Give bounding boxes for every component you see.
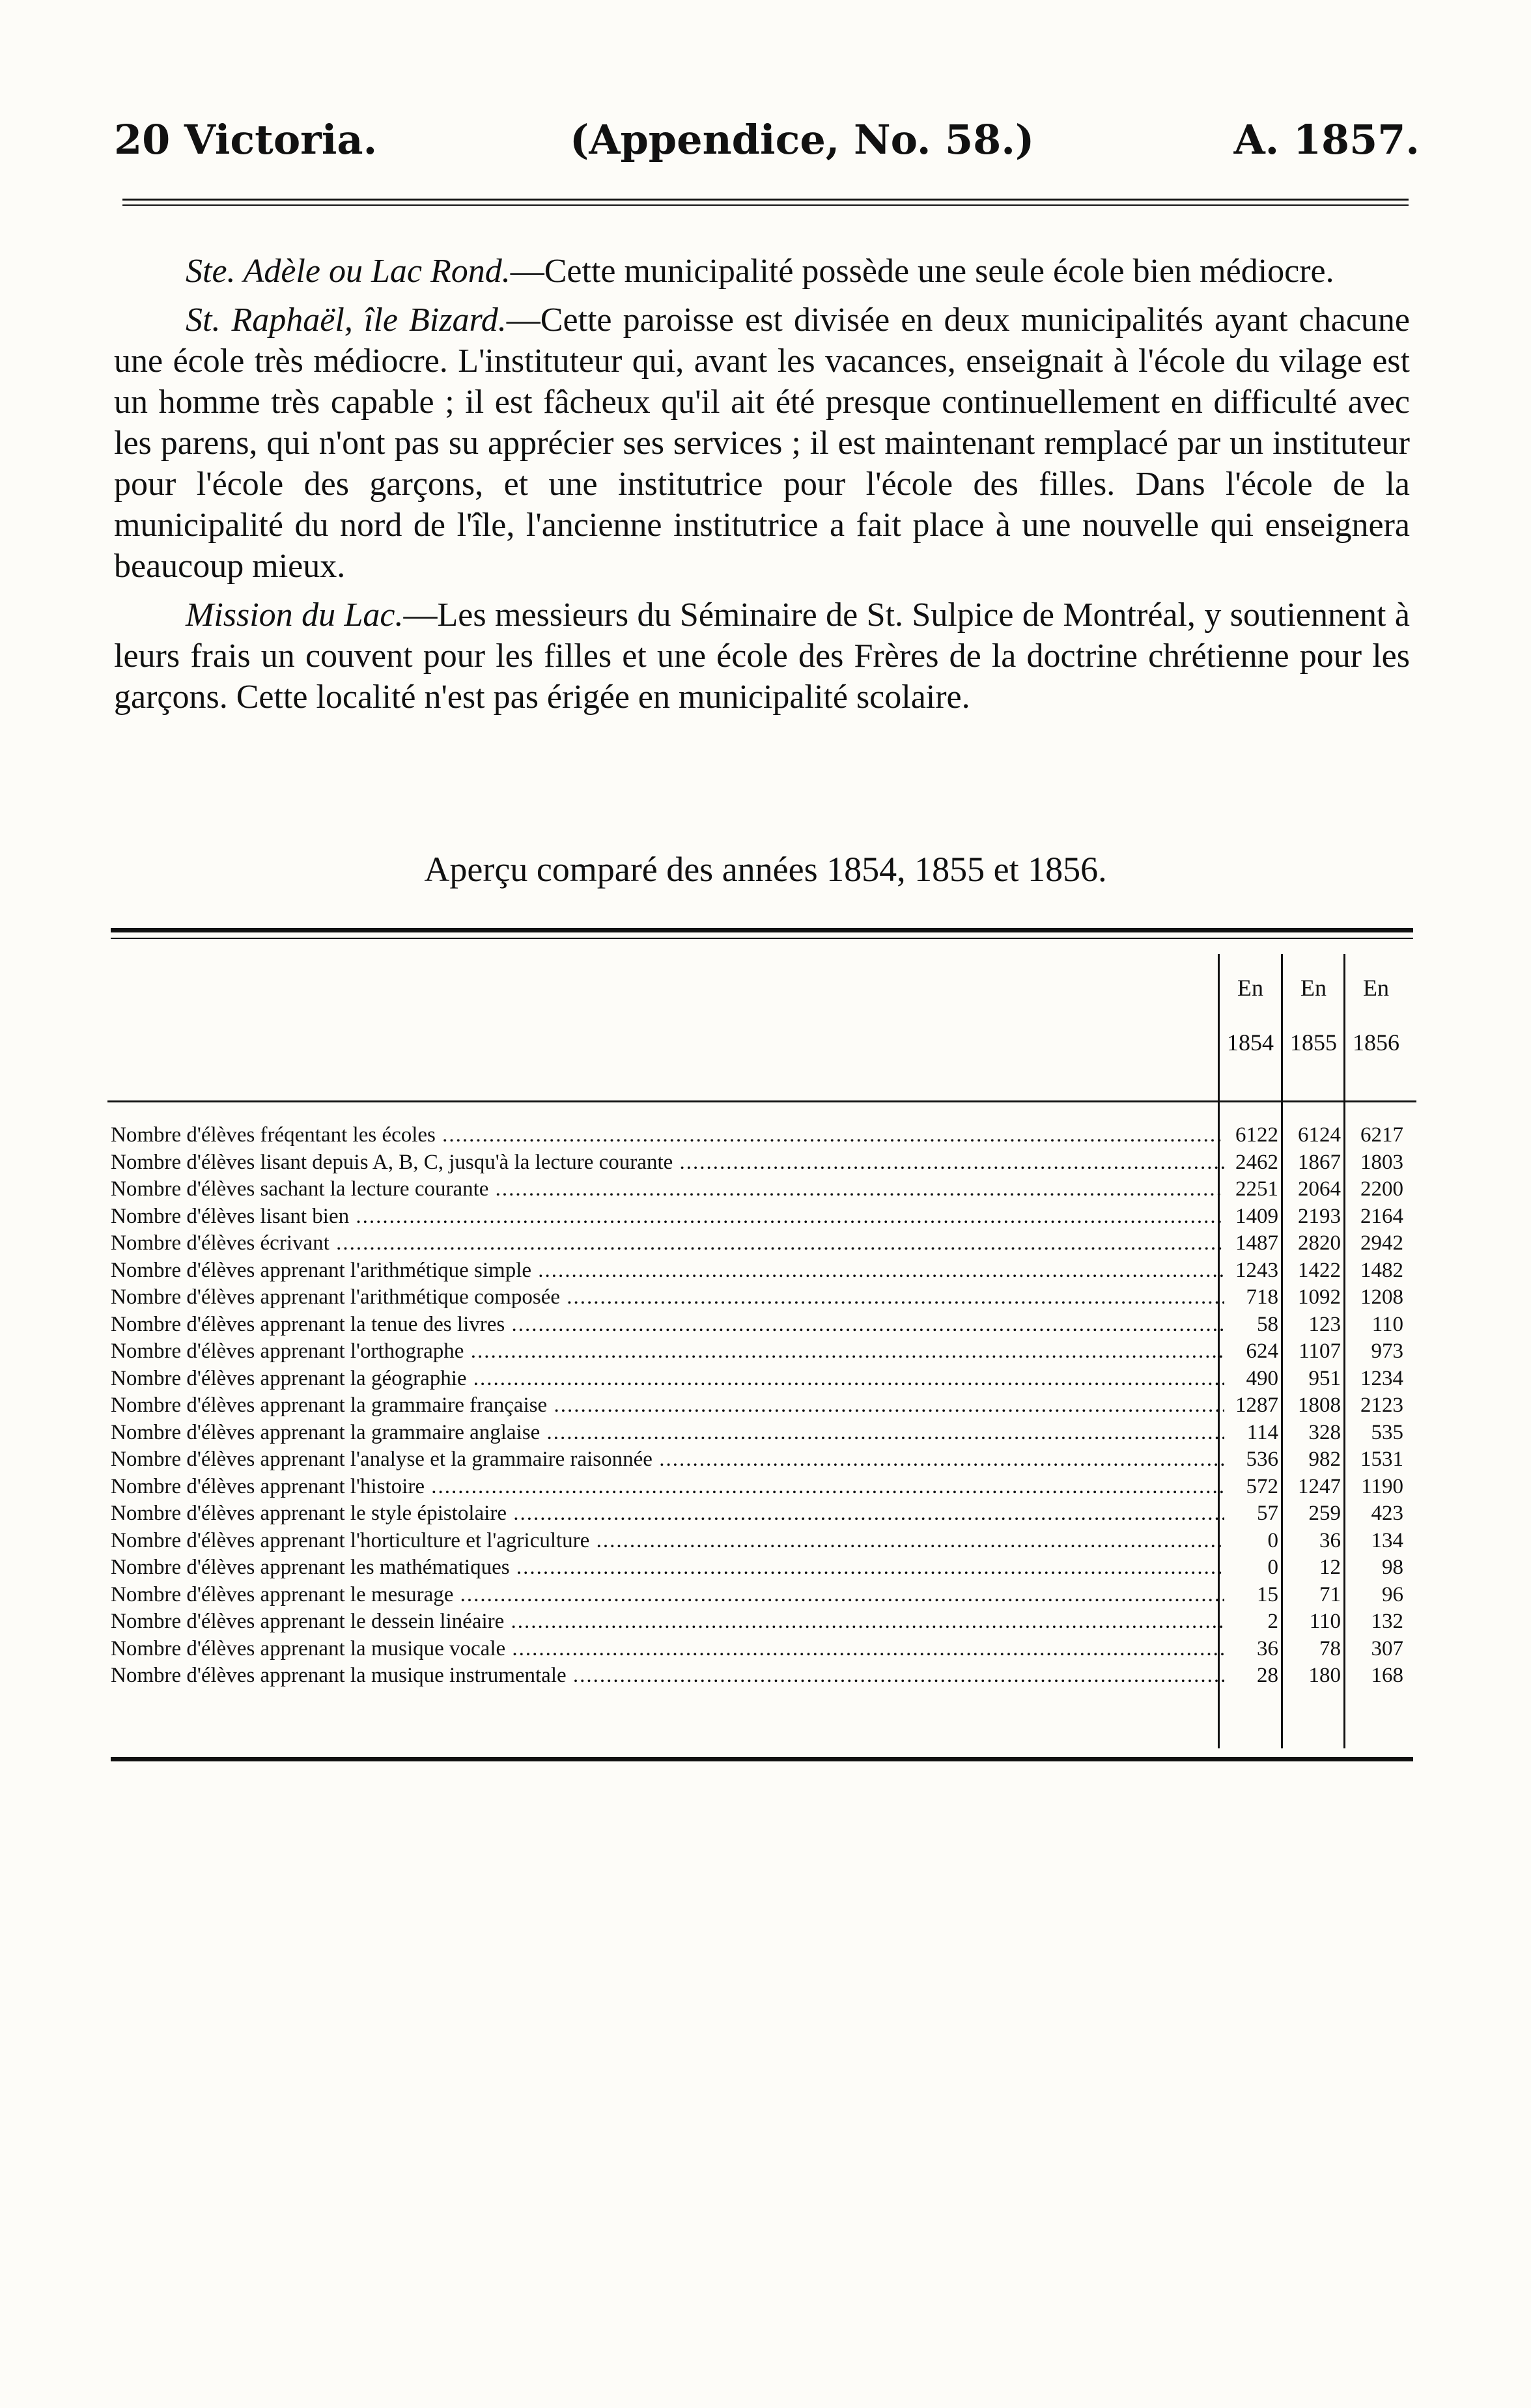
table-rule-top: [111, 928, 1413, 932]
row-label: Nombre d'élèves apprenant l'analyse et la grammaire raisonnée .....: [111, 1446, 1224, 1474]
cell-1856: 1190: [1361, 1474, 1403, 1498]
cell-1854: 2: [1267, 1610, 1278, 1633]
table-row: [107, 1636, 1416, 1663]
row-label: Nombre d'élèves apprenant la géographie .....: [111, 1365, 1224, 1393]
table-row: [107, 1528, 1416, 1555]
cell-1854: 114: [1246, 1420, 1278, 1444]
cell-1854: 2251: [1235, 1177, 1278, 1201]
table-row: [107, 1420, 1416, 1447]
table-row: [107, 1608, 1416, 1636]
header-year: A. 1857.: [1233, 116, 1420, 163]
table-row: [107, 1365, 1416, 1393]
cell-1856: 2164: [1360, 1204, 1403, 1228]
row-label: Nombre d'élèves sachant la lecture courante .....: [111, 1176, 1224, 1203]
cell-1856: 307: [1371, 1636, 1403, 1660]
header-rule-top: [122, 199, 1409, 201]
row-label: Nombre d'élèves apprenant la tenue des livres .....: [111, 1311, 1224, 1339]
row-label: Nombre d'élèves apprenant la musique vocale .....: [111, 1636, 1224, 1663]
row-label: Nombre d'élèves apprenant l'arithmétique simple .....: [111, 1257, 1224, 1285]
page-header: [114, 114, 1420, 166]
row-label: Nombre d'élèves apprenant l'histoire .....: [111, 1474, 1224, 1501]
row-label: Nombre d'élèves apprenant le style épistolaire .....: [111, 1500, 1224, 1528]
table-row: [107, 1500, 1416, 1528]
cell-1855: 1107: [1299, 1339, 1341, 1363]
cell-1854: 6122: [1235, 1123, 1278, 1147]
row-label: Nombre d'élèves apprenant la grammaire anglaise .....: [111, 1420, 1224, 1447]
table-row: [107, 1311, 1416, 1339]
row-label: Nombre d'élèves écrivant .....: [111, 1230, 1224, 1257]
table-row: [107, 1122, 1416, 1149]
cell-1855: 328: [1308, 1420, 1341, 1444]
row-label: Nombre d'élèves apprenant le mesurage .....: [111, 1582, 1224, 1609]
cell-1856: 973: [1371, 1339, 1403, 1363]
cell-1854: 0: [1267, 1556, 1278, 1579]
column-header-1854: [1220, 973, 1281, 1057]
column-prefix: En: [1237, 975, 1263, 1001]
cell-1856: 1234: [1360, 1366, 1403, 1390]
cell-1855: 78: [1319, 1636, 1341, 1660]
table-rule-bottom: [111, 1757, 1413, 1761]
cell-1856: 423: [1371, 1502, 1403, 1525]
row-label: Nombre d'élèves apprenant l'horticulture et l'agriculture .....: [111, 1528, 1224, 1555]
table-body: [107, 1122, 1416, 1690]
table-title: Aperçu comparé des années 1854, 1855 et 1856.: [424, 850, 1107, 889]
table-row: [107, 1446, 1416, 1474]
cell-1856: 2942: [1360, 1231, 1403, 1255]
column-header-1856: [1345, 973, 1407, 1057]
comparison-table: [107, 954, 1416, 1761]
row-label: Nombre d'élèves apprenant le dessein linéaire .....: [111, 1608, 1224, 1636]
table-row: [107, 1392, 1416, 1420]
cell-1855: 110: [1309, 1610, 1341, 1633]
header-appendix: (Appendice, No. 58.): [570, 116, 1035, 163]
paragraph-st-raphael: [114, 300, 1410, 587]
table-row: [107, 1582, 1416, 1609]
cell-1855: 6124: [1298, 1123, 1341, 1147]
cell-1855: 180: [1308, 1664, 1341, 1687]
cell-1854: 624: [1246, 1339, 1278, 1363]
cell-1856: 2200: [1360, 1177, 1403, 1201]
row-label: Nombre d'élèves lisant depuis A, B, C, jusqu'à la lecture courante .....: [111, 1149, 1224, 1177]
cell-1854: 58: [1257, 1312, 1278, 1336]
cell-1855: 2193: [1298, 1204, 1341, 1228]
header-session: 20 Victoria.: [114, 116, 378, 163]
cell-1855: 2820: [1298, 1231, 1341, 1255]
column-year: 1855: [1290, 1029, 1337, 1056]
row-label: Nombre d'élèves apprenant les mathématiques .....: [111, 1554, 1224, 1582]
cell-1856: 110: [1371, 1312, 1403, 1336]
cell-1856: 96: [1382, 1582, 1403, 1606]
cell-1856: 2123: [1360, 1393, 1403, 1417]
cell-1855: 2064: [1298, 1177, 1341, 1201]
paragraph-mission-du-lac: [114, 595, 1410, 718]
cell-1856: 1531: [1360, 1448, 1403, 1471]
cell-1854: 1287: [1235, 1393, 1278, 1417]
table-row: [107, 1554, 1416, 1582]
paragraph-text: —Cette municipalité possède une seule école bien médiocre.: [510, 253, 1334, 290]
cell-1856: 1208: [1360, 1285, 1403, 1309]
row-label: Nombre d'élèves fréqentant les écoles .....: [111, 1122, 1224, 1149]
body-text: [114, 251, 1410, 725]
table-row: [107, 1257, 1416, 1285]
cell-1855: 12: [1319, 1556, 1341, 1579]
cell-1854: 1487: [1235, 1231, 1278, 1255]
table-header-rule: [107, 1100, 1416, 1102]
paragraph-lead: Ste. Adèle ou Lac Rond.: [186, 253, 511, 290]
table-row: [107, 1284, 1416, 1311]
cell-1856: 134: [1371, 1528, 1403, 1552]
cell-1855: 123: [1308, 1312, 1341, 1336]
cell-1855: 1808: [1298, 1393, 1341, 1417]
row-label: Nombre d'élèves apprenant l'orthographe .....: [111, 1338, 1224, 1365]
cell-1856: 1803: [1360, 1150, 1403, 1174]
cell-1856: 132: [1371, 1610, 1403, 1633]
table-rule-top-thin: [111, 938, 1413, 939]
cell-1855: 982: [1308, 1448, 1341, 1471]
cell-1854: 572: [1246, 1474, 1278, 1498]
cell-1856: 1482: [1360, 1258, 1403, 1282]
cell-1855: 1867: [1298, 1150, 1341, 1174]
row-label: Nombre d'élèves apprenant l'arithmétique composée .....: [111, 1284, 1224, 1311]
cell-1854: 36: [1257, 1636, 1278, 1660]
table-row: [107, 1474, 1416, 1501]
cell-1854: 57: [1257, 1502, 1278, 1525]
cell-1855: 951: [1308, 1366, 1341, 1390]
table-row: [107, 1662, 1416, 1690]
cell-1854: 718: [1246, 1285, 1278, 1309]
table-row: [107, 1230, 1416, 1257]
column-prefix: En: [1300, 975, 1327, 1001]
cell-1856: 535: [1371, 1420, 1403, 1444]
header-rule-bottom: [122, 204, 1409, 206]
column-year: 1854: [1227, 1029, 1274, 1056]
table-row: [107, 1338, 1416, 1365]
paragraph-lead: St. Raphaël, île Bizard.: [186, 301, 507, 339]
cell-1854: 490: [1246, 1366, 1278, 1390]
cell-1854: 1243: [1235, 1258, 1278, 1282]
paragraph-text: —Cette paroisse est divisée en deux municipalités ayant chacune une école très médiocre. L'instituteur qui, avant les vacances, enseignait à l'école du vilage est un homme très capable ; il est fâcheux qu'il ait été presque continuellement en difficulté avec les parens, qui n'ont pas su apprécier ses services ; il est maintenant remplacé par un instituteur pour l'école des garçons, et une institutrice pour l'école des filles. Dans l'école de la municipalité du nord de l'île, l'ancienne institutrice a fait place à une nouvelle qui enseignera beaucoup mieux.: [114, 301, 1410, 585]
cell-1855: 1422: [1298, 1258, 1341, 1282]
cell-1856: 168: [1371, 1664, 1403, 1687]
cell-1855: 36: [1319, 1528, 1341, 1552]
cell-1854: 28: [1257, 1664, 1278, 1687]
cell-1855: 71: [1319, 1582, 1341, 1606]
cell-1854: 1409: [1235, 1204, 1278, 1228]
table-row: [107, 1203, 1416, 1231]
cell-1854: 2462: [1235, 1150, 1278, 1174]
cell-1855: 259: [1308, 1502, 1341, 1525]
paragraph-lead: Mission du Lac.: [186, 596, 404, 634]
cell-1856: 98: [1382, 1556, 1403, 1579]
column-header-1855: [1283, 973, 1344, 1057]
cell-1856: 6217: [1360, 1123, 1403, 1147]
cell-1854: 0: [1267, 1528, 1278, 1552]
cell-1855: 1092: [1298, 1285, 1341, 1309]
column-year: 1856: [1353, 1029, 1399, 1056]
cell-1854: 15: [1257, 1582, 1278, 1606]
row-label: Nombre d'élèves lisant bien .....: [111, 1203, 1224, 1231]
column-prefix: En: [1363, 975, 1389, 1001]
cell-1854: 536: [1246, 1448, 1278, 1471]
row-label: Nombre d'élèves apprenant la musique instrumentale .....: [111, 1662, 1224, 1690]
paragraph-ste-adele: [114, 251, 1410, 292]
table-row: [107, 1149, 1416, 1177]
cell-1855: 1247: [1298, 1474, 1341, 1498]
paragraph-text: —Les messieurs du Séminaire de St. Sulpice de Montréal, y soutiennent à leurs frais un couvent pour les filles et une école des Frères de la doctrine chrétienne pour les garçons. Cette localité n'est pas érigée en municipalité scolaire.: [114, 596, 1410, 716]
row-label: Nombre d'élèves apprenant la grammaire française .....: [111, 1392, 1224, 1420]
table-row: [107, 1176, 1416, 1203]
